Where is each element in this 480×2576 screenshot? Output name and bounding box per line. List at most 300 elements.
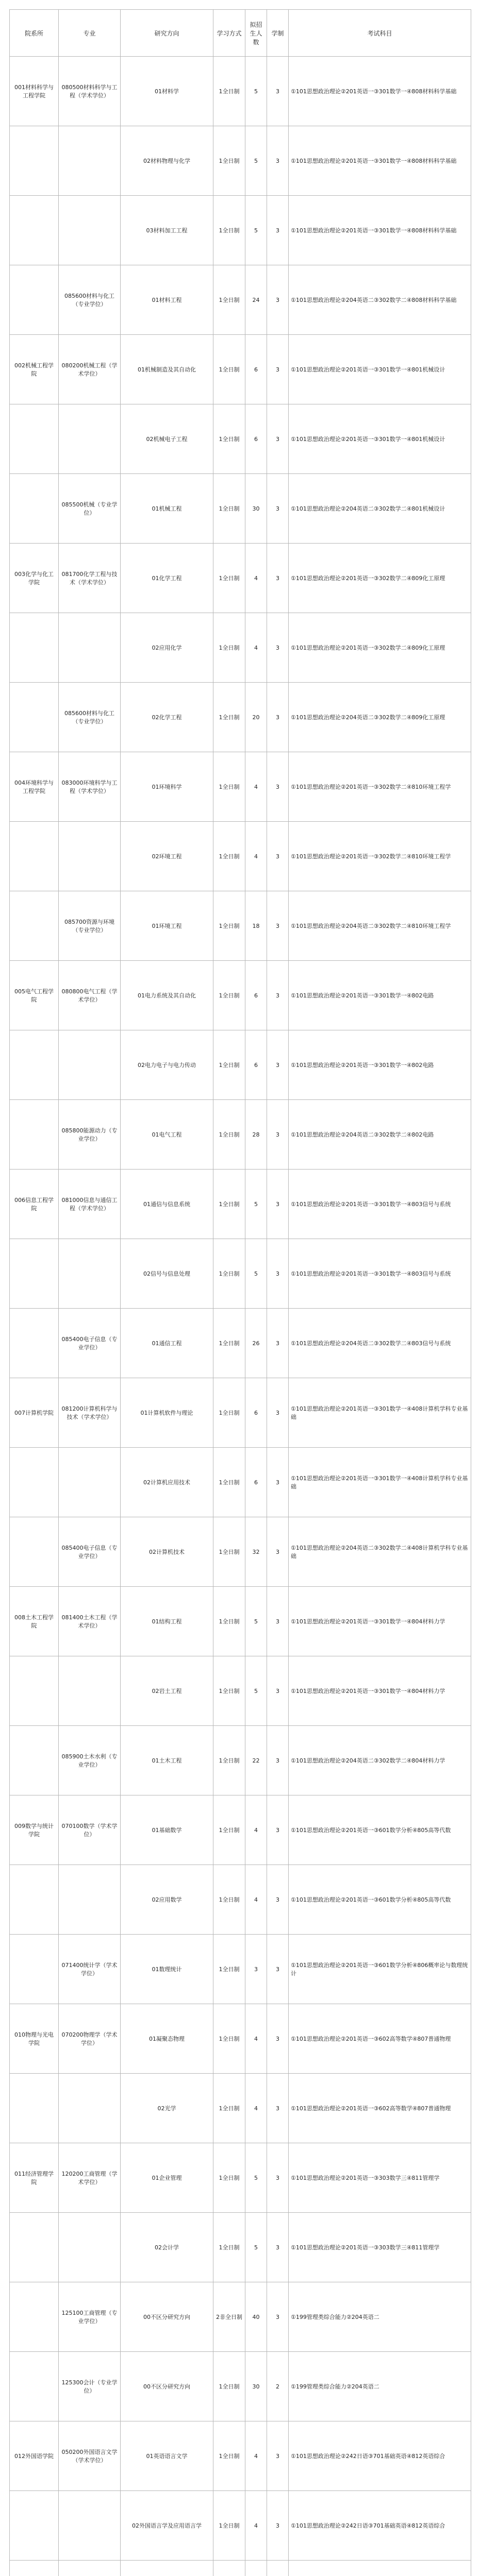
row-length: 3: [267, 404, 289, 474]
row-length: 3: [267, 196, 289, 265]
row-direction: 03材料加工工程: [121, 196, 213, 265]
row-direction: 02计算机应用技术: [121, 1448, 213, 1517]
header-college: 院系所: [10, 10, 59, 57]
row-major: 085400电子信息（专业学位）: [59, 1309, 121, 1378]
row-major: 085600材料与化工（专业学位）: [59, 683, 121, 752]
table-row: [10, 613, 471, 683]
row-mode: 1全日制: [213, 196, 245, 265]
row-exam: ①101思想政治理论②201英语一③301数学一④804材料力学: [289, 1587, 471, 1656]
row-exam: ①101思想政治理论②201英语一③301数学一④802电路: [289, 1030, 471, 1100]
row-quota: 6: [245, 961, 267, 1030]
header-exam: 考试科目: [289, 10, 471, 57]
row-college: [10, 2561, 59, 2576]
row-major: 085500机械（专业学位）: [59, 474, 121, 544]
row-major: 081200计算机科学与技术（学术学位）: [59, 1378, 121, 1448]
table-row: [10, 683, 471, 752]
row-college: [10, 2074, 59, 2143]
row-exam: ①199管理类综合能力②204英语二: [289, 2352, 471, 2421]
row-exam: ①101思想政治理论②204英语二③302数学二④809化工原理: [289, 683, 471, 752]
row-quota: 5: [245, 1587, 267, 1656]
row-mode: 1全日制: [213, 474, 245, 544]
row-exam: ①101思想政治理论②201英语一③302数学二④809化工原理: [289, 613, 471, 683]
table-row: [10, 2561, 471, 2576]
row-length: 3: [267, 265, 289, 335]
row-direction: 01机械制造及其自动化: [121, 335, 213, 404]
row-mode: 1全日制: [213, 2491, 245, 2561]
row-mode: 1全日制: [213, 2004, 245, 2074]
row-length: 3: [267, 1100, 289, 1170]
row-college: 005电气工程学院: [10, 961, 59, 1030]
row-exam: [289, 2561, 471, 2576]
row-major: [59, 1448, 121, 1517]
row-direction: 02环境工程: [121, 822, 213, 891]
row-quota: 5: [245, 1239, 267, 1309]
table-row: [10, 57, 471, 126]
row-major: 125300会计（专业学位）: [59, 2352, 121, 2421]
row-major: [59, 1865, 121, 1935]
table-row: [10, 1795, 471, 1865]
row-direction: 01机械工程: [121, 474, 213, 544]
row-length: 3: [267, 822, 289, 891]
table-header: [10, 10, 471, 57]
row-college: 003化学与化工学院: [10, 544, 59, 613]
row-quota: 4: [245, 613, 267, 683]
row-length: 3: [267, 683, 289, 752]
row-length: 3: [267, 1656, 289, 1726]
row-exam: ①101思想政治理论②204英语二③302数学二④801机械设计: [289, 474, 471, 544]
row-direction: 02电力电子与电力传动: [121, 1030, 213, 1100]
row-mode: 1全日制: [213, 1448, 245, 1517]
row-college: 001材料科学与工程学院: [10, 57, 59, 126]
table-row: [10, 2491, 471, 2561]
row-direction: 02会计学: [121, 2213, 213, 2282]
row-college: [10, 2491, 59, 2561]
row-direction: 02岩土工程: [121, 1656, 213, 1726]
row-major: 070200物理学（学术学位）: [59, 2004, 121, 2074]
row-length: 3: [267, 2491, 289, 2561]
row-college: [10, 196, 59, 265]
row-quota: [245, 2561, 267, 2576]
table-row: [10, 1378, 471, 1448]
row-college: [10, 2282, 59, 2352]
row-college: 004环境科学与工程学院: [10, 752, 59, 822]
row-major: [59, 2561, 121, 2576]
row-direction: 01材料工程: [121, 265, 213, 335]
row-length: 3: [267, 126, 289, 196]
table-row: [10, 2004, 471, 2074]
row-mode: 1全日制: [213, 335, 245, 404]
row-exam: ①101思想政治理论②204英语二③302数学二④804材料力学: [289, 1726, 471, 1795]
row-exam: ①101思想政治理论②201英语一③601数学分析④805高等代数: [289, 1795, 471, 1865]
row-length: 3: [267, 2282, 289, 2352]
row-mode: 1全日制: [213, 613, 245, 683]
row-length: 3: [267, 2213, 289, 2282]
table-row: [10, 752, 471, 822]
row-mode: 1全日制: [213, 1170, 245, 1239]
row-college: [10, 1935, 59, 2004]
row-length: 3: [267, 335, 289, 404]
row-major: 071400统计学（学术学位）: [59, 1935, 121, 2004]
row-mode: 1全日制: [213, 822, 245, 891]
row-direction: 01环境工程: [121, 891, 213, 961]
row-direction: 01数理统计: [121, 1935, 213, 2004]
row-major: [59, 196, 121, 265]
row-college: [10, 1656, 59, 1726]
row-direction: 01环境科学: [121, 752, 213, 822]
row-major: 081700化学工程与技术（学术学位）: [59, 544, 121, 613]
row-major: [59, 2213, 121, 2282]
table-row: [10, 126, 471, 196]
row-quota: 6: [245, 1030, 267, 1100]
row-exam: ①101思想政治理论②201英语一③303数学三④811管理学: [289, 2143, 471, 2213]
row-mode: 1全日制: [213, 1865, 245, 1935]
table-row: [10, 1587, 471, 1656]
row-college: [10, 1100, 59, 1170]
row-quota: 6: [245, 1448, 267, 1517]
row-mode: 1全日制: [213, 404, 245, 474]
row-exam: ①101思想政治理论②201英语一③601数学分析④805高等代数: [289, 1865, 471, 1935]
row-direction: 02计算机技术: [121, 1517, 213, 1587]
row-length: 3: [267, 1378, 289, 1448]
row-college: [10, 1309, 59, 1378]
row-college: [10, 822, 59, 891]
row-quota: 4: [245, 1865, 267, 1935]
row-direction: 01电气工程: [121, 1100, 213, 1170]
row-mode: 1全日制: [213, 2352, 245, 2421]
row-direction: 01凝聚态物理: [121, 2004, 213, 2074]
row-exam: ①199管理类综合能力②204英语二: [289, 2282, 471, 2352]
row-mode: 1全日制: [213, 1100, 245, 1170]
table-row: [10, 1656, 471, 1726]
row-exam: ①101思想政治理论②201英语一③302数学二④810环境工程学: [289, 822, 471, 891]
row-major: 081000信息与通信工程（学术学位）: [59, 1170, 121, 1239]
row-direction: 01材料学: [121, 57, 213, 126]
table-row: [10, 1170, 471, 1239]
row-direction: 00不区分研究方向: [121, 2352, 213, 2421]
table-row: [10, 1448, 471, 1517]
row-mode: 1全日制: [213, 1726, 245, 1795]
row-mode: 1全日制: [213, 1030, 245, 1100]
row-mode: 1全日制: [213, 57, 245, 126]
row-exam: ①101思想政治理论②201英语一③301数学一④808材料科学基础: [289, 196, 471, 265]
row-length: [267, 2561, 289, 2576]
table-row: [10, 1517, 471, 1587]
row-length: 3: [267, 1587, 289, 1656]
row-quota: 5: [245, 126, 267, 196]
row-college: [10, 1726, 59, 1795]
row-quota: 32: [245, 1517, 267, 1587]
row-college: [10, 126, 59, 196]
row-exam: ①101思想政治理论②201英语一③301数学一④801机械设计: [289, 404, 471, 474]
row-length: 2: [267, 2352, 289, 2421]
row-major: [59, 126, 121, 196]
table-row: [10, 1935, 471, 2004]
row-quota: 4: [245, 822, 267, 891]
row-direction: [121, 2561, 213, 2576]
row-exam: ①101思想政治理论②201英语一③601数学分析④806概率论与数理统计: [289, 1935, 471, 2004]
row-mode: 1全日制: [213, 2421, 245, 2491]
row-mode: 1全日制: [213, 1795, 245, 1865]
row-college: [10, 891, 59, 961]
row-direction: 01通信工程: [121, 1309, 213, 1378]
row-quota: 5: [245, 2213, 267, 2282]
row-quota: 18: [245, 891, 267, 961]
row-quota: 4: [245, 544, 267, 613]
row-exam: ①101思想政治理论②201英语一③301数学一④408计算机学科专业基础: [289, 1378, 471, 1448]
row-college: 006信息工程学院: [10, 1170, 59, 1239]
row-quota: 5: [245, 57, 267, 126]
row-college: [10, 2213, 59, 2282]
row-college: 008土木工程学院: [10, 1587, 59, 1656]
row-direction: 01结构工程: [121, 1587, 213, 1656]
row-quota: 4: [245, 752, 267, 822]
table-row: [10, 1865, 471, 1935]
row-mode: 1全日制: [213, 1517, 245, 1587]
row-exam: ①101思想政治理论②201英语一③303数学三④811管理学: [289, 2213, 471, 2282]
row-mode: 1全日制: [213, 126, 245, 196]
row-quota: 26: [245, 1309, 267, 1378]
row-mode: 1全日制: [213, 1378, 245, 1448]
row-college: 009数学与统计学院: [10, 1795, 59, 1865]
row-mode: 1全日制: [213, 1239, 245, 1309]
row-exam: ①101思想政治理论②204英语二③302数学二④810环境工程学: [289, 891, 471, 961]
row-direction: 01英语语言文学: [121, 2421, 213, 2491]
table-body: [10, 57, 471, 2576]
row-quota: 28: [245, 1100, 267, 1170]
table-row: [10, 544, 471, 613]
row-quota: 4: [245, 2074, 267, 2143]
row-major: 125100工商管理（专业学位）: [59, 2282, 121, 2352]
row-major: [59, 2074, 121, 2143]
row-major: [59, 613, 121, 683]
row-mode: [213, 2561, 245, 2576]
table-row: [10, 822, 471, 891]
row-direction: 02机械电子工程: [121, 404, 213, 474]
row-quota: 40: [245, 2282, 267, 2352]
row-length: 3: [267, 891, 289, 961]
row-exam: ①101思想政治理论②201英语一③301数学一④808材料科学基础: [289, 126, 471, 196]
table-row: [10, 2074, 471, 2143]
row-length: 3: [267, 474, 289, 544]
table-row: [10, 2282, 471, 2352]
table-row: [10, 1726, 471, 1795]
row-direction: 01电力系统及其自动化: [121, 961, 213, 1030]
table-row: [10, 961, 471, 1030]
row-major: [59, 1239, 121, 1309]
row-quota: 20: [245, 683, 267, 752]
row-quota: 24: [245, 265, 267, 335]
header-mode: 学习方式: [213, 10, 245, 57]
row-quota: 3: [245, 1935, 267, 2004]
table-row: [10, 2421, 471, 2491]
row-length: 3: [267, 1448, 289, 1517]
row-college: 010物理与光电学院: [10, 2004, 59, 2074]
row-direction: 02化学工程: [121, 683, 213, 752]
row-length: 3: [267, 2421, 289, 2491]
header-direction: 研究方向: [121, 10, 213, 57]
row-mode: 2非全日制: [213, 2282, 245, 2352]
row-length: 3: [267, 752, 289, 822]
row-exam: ①101思想政治理论②204英语二③302数学二④808材料科学基础: [289, 265, 471, 335]
row-quota: 4: [245, 2491, 267, 2561]
row-exam: ①101思想政治理论②201英语一③301数学一④801机械设计: [289, 335, 471, 404]
row-mode: 1全日制: [213, 1309, 245, 1378]
row-major: 085900土木水利（专业学位）: [59, 1726, 121, 1795]
row-exam: ①101思想政治理论②204英语二③302数学二④802电路: [289, 1100, 471, 1170]
row-quota: 5: [245, 196, 267, 265]
table-row: [10, 1030, 471, 1100]
row-mode: 1全日制: [213, 2213, 245, 2282]
row-college: [10, 1448, 59, 1517]
row-length: 3: [267, 544, 289, 613]
table-row: [10, 1239, 471, 1309]
row-mode: 1全日制: [213, 2074, 245, 2143]
row-direction: 02应用化学: [121, 613, 213, 683]
row-direction: 02信号与信息处理: [121, 1239, 213, 1309]
header-quota: 拟招生人数: [245, 10, 267, 57]
row-direction: 01基础数学: [121, 1795, 213, 1865]
row-major: 080500材料科学与工程（学术学位）: [59, 57, 121, 126]
row-college: [10, 265, 59, 335]
row-major: 085400电子信息（专业学位）: [59, 1517, 121, 1587]
row-quota: 4: [245, 2421, 267, 2491]
row-length: 3: [267, 1517, 289, 1587]
row-major: 085800能源动力（专业学位）: [59, 1100, 121, 1170]
row-length: 3: [267, 1030, 289, 1100]
row-major: [59, 822, 121, 891]
row-quota: 4: [245, 1795, 267, 1865]
row-length: 3: [267, 1239, 289, 1309]
row-length: 3: [267, 1935, 289, 2004]
table-row: [10, 2213, 471, 2282]
row-quota: 22: [245, 1726, 267, 1795]
row-quota: 4: [245, 2004, 267, 2074]
table-row: [10, 1309, 471, 1378]
row-quota: 6: [245, 404, 267, 474]
row-mode: 1全日制: [213, 1935, 245, 2004]
row-mode: 1全日制: [213, 265, 245, 335]
row-major: 080200机械工程（学术学位）: [59, 335, 121, 404]
row-length: 3: [267, 613, 289, 683]
row-exam: ①101思想政治理论②201英语一③602高等数学④807普通物理: [289, 2074, 471, 2143]
row-major: [59, 1030, 121, 1100]
row-length: 3: [267, 2074, 289, 2143]
row-major: [59, 2491, 121, 2561]
row-college: [10, 2352, 59, 2421]
row-mode: 1全日制: [213, 2143, 245, 2213]
row-direction: 02外国语言学及应用语言学: [121, 2491, 213, 2561]
table-row: [10, 2352, 471, 2421]
row-length: 3: [267, 961, 289, 1030]
row-exam: ①101思想政治理论②204英语二③302数学二④408计算机学科专业基础: [289, 1517, 471, 1587]
row-major: 120200工商管理（学术学位）: [59, 2143, 121, 2213]
row-major: 085700资源与环境（专业学位）: [59, 891, 121, 961]
row-direction: 02材料物理与化学: [121, 126, 213, 196]
table-row: [10, 335, 471, 404]
row-exam: ①101思想政治理论②201英语一③302数学二④810环境工程学: [289, 752, 471, 822]
row-exam: ①101思想政治理论②201英语一③302数学二④809化工原理: [289, 544, 471, 613]
row-major: 085600材料与化工（专业学位）: [59, 265, 121, 335]
row-exam: ①101思想政治理论②201英语一③301数学一④804材料力学: [289, 1656, 471, 1726]
row-college: [10, 1865, 59, 1935]
table-row: [10, 265, 471, 335]
row-length: 3: [267, 1170, 289, 1239]
row-direction: 02光学: [121, 2074, 213, 2143]
row-mode: 1全日制: [213, 1656, 245, 1726]
header-row: [10, 10, 471, 57]
row-major: [59, 1656, 121, 1726]
row-exam: ①101思想政治理论②201英语一③301数学一④803信号与系统: [289, 1239, 471, 1309]
row-quota: 5: [245, 1656, 267, 1726]
row-exam: ①101思想政治理论②201英语一③301数学一④808材料科学基础: [289, 57, 471, 126]
row-quota: 5: [245, 2143, 267, 2213]
row-mode: 1全日制: [213, 1587, 245, 1656]
table-row: [10, 2143, 471, 2213]
row-direction: 01土木工程: [121, 1726, 213, 1795]
row-length: 3: [267, 57, 289, 126]
row-quota: 6: [245, 1378, 267, 1448]
row-college: [10, 404, 59, 474]
row-direction: 00不区分研究方向: [121, 2282, 213, 2352]
row-direction: 02应用数学: [121, 1865, 213, 1935]
row-length: 3: [267, 1726, 289, 1795]
row-exam: ①101思想政治理论②201英语一③301数学一④802电路: [289, 961, 471, 1030]
row-mode: 1全日制: [213, 683, 245, 752]
row-mode: 1全日制: [213, 961, 245, 1030]
table-row: [10, 1100, 471, 1170]
row-college: [10, 613, 59, 683]
row-direction: 01计算机软件与理论: [121, 1378, 213, 1448]
row-college: 011经济管理学院: [10, 2143, 59, 2213]
header-major: 专业: [59, 10, 121, 57]
row-major: 050200外国语言文学（学术学位）: [59, 2421, 121, 2491]
row-exam: ①101思想政治理论②201英语一③602高等数学④807普通物理: [289, 2004, 471, 2074]
row-quota: 5: [245, 1170, 267, 1239]
row-major: 083000环境科学与工程（学术学位）: [59, 752, 121, 822]
admissions-catalog-table: [9, 9, 471, 2576]
table-row: [10, 196, 471, 265]
row-exam: ①101思想政治理论②204英语二③302数学二④803信号与系统: [289, 1309, 471, 1378]
row-college: [10, 1517, 59, 1587]
row-major: 070100数学（学术学位）: [59, 1795, 121, 1865]
row-exam: ①101思想政治理论②242日语③701基础英语④812英语综合: [289, 2491, 471, 2561]
row-college: [10, 1030, 59, 1100]
row-length: 3: [267, 2004, 289, 2074]
row-college: [10, 683, 59, 752]
row-major: [59, 404, 121, 474]
row-college: 007计算机学院: [10, 1378, 59, 1448]
row-exam: ①101思想政治理论②201英语一③301数学一④803信号与系统: [289, 1170, 471, 1239]
row-college: 002机械工程学院: [10, 335, 59, 404]
row-quota: 30: [245, 474, 267, 544]
row-direction: 01化学工程: [121, 544, 213, 613]
row-direction: 01企业管理: [121, 2143, 213, 2213]
row-mode: 1全日制: [213, 891, 245, 961]
row-major: 081400土木工程（学术学位）: [59, 1587, 121, 1656]
row-exam: ①101思想政治理论②242日语③701基础英语④812英语综合: [289, 2421, 471, 2491]
row-major: 080800电气工程（学术学位）: [59, 961, 121, 1030]
row-length: 3: [267, 1795, 289, 1865]
row-college: [10, 474, 59, 544]
row-quota: 6: [245, 335, 267, 404]
row-quota: 30: [245, 2352, 267, 2421]
row-direction: 01通信与信息系统: [121, 1170, 213, 1239]
table-row: [10, 474, 471, 544]
row-length: 3: [267, 1865, 289, 1935]
header-length: 学制: [267, 10, 289, 57]
table-row: [10, 404, 471, 474]
row-college: [10, 1239, 59, 1309]
